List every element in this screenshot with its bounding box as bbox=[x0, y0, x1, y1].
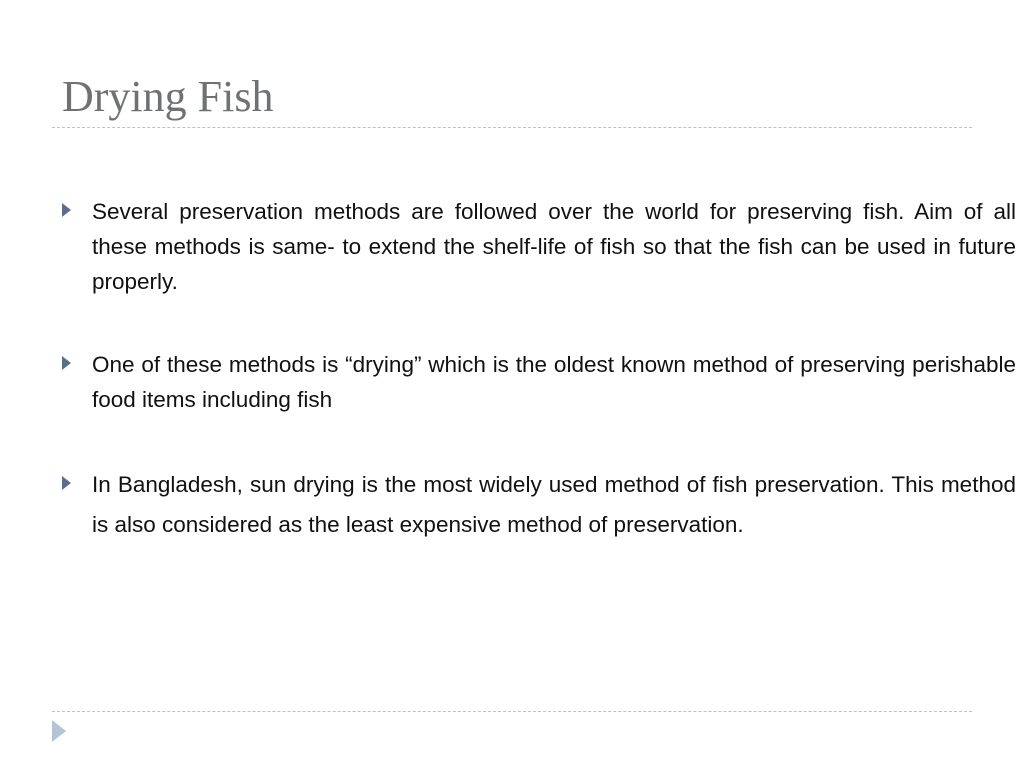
next-slide-icon[interactable] bbox=[52, 720, 66, 742]
bullet-list bbox=[62, 194, 1016, 545]
bullet-item bbox=[62, 465, 1016, 545]
bullet-item bbox=[62, 194, 1016, 299]
slide-title: Drying Fish bbox=[62, 72, 274, 121]
bullet-item bbox=[62, 347, 1016, 417]
bullet-text: One of these methods is “drying” which is the oldest known method of preserving perishable food items including fish bbox=[92, 352, 1016, 412]
bullet-text: Several preservation methods are followed over the world for preserving fish. Aim of all these methods is same- to extend the shelf-life of fish so that the fish can be used in future properly. bbox=[92, 199, 1016, 294]
triangle-right-icon bbox=[62, 356, 71, 370]
footer-divider bbox=[52, 711, 972, 712]
bullet-text: In Bangladesh, sun drying is the most widely used method of fish preservation. This method is also considered as the least expensive method of preservation. bbox=[92, 472, 1016, 537]
triangle-right-icon bbox=[62, 203, 71, 217]
triangle-right-icon bbox=[62, 476, 71, 490]
title-divider bbox=[52, 127, 972, 128]
